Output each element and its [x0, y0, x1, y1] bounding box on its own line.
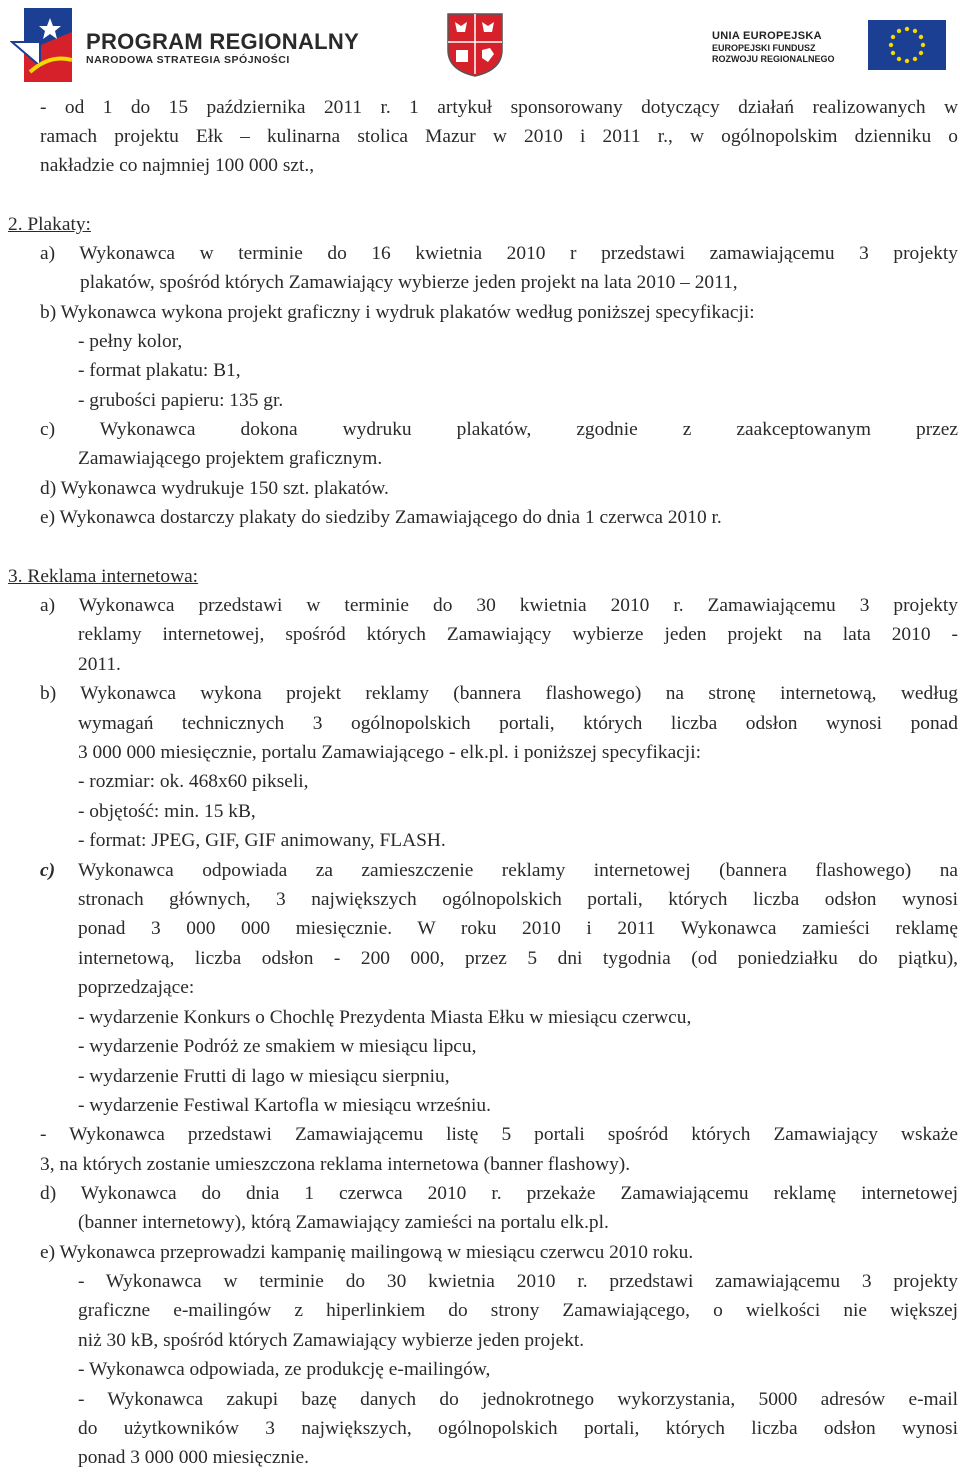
eu-fund-line2: ROZWOJU REGIONALNEGO: [712, 54, 835, 64]
eu-title: UNIA EUROPEJSKA: [712, 30, 822, 42]
s2-b-line-1: b) Wykonawca wykona projekt graficzny i wydruk plakatów według poniższej specyfikacji:: [40, 302, 755, 323]
s2-a-line-1: a) Wykonawca w terminie do 16 kwietnia 2010 r przedstawi zamawiającemu 3 projekty: [40, 243, 958, 264]
s3-c-line-8: - wydarzenie Frutti di lago w miesiącu sierpniu,: [78, 1066, 450, 1087]
s3-e-line-6: - Wykonawca zakupi bazę danych do jednokrotnego wykorzystania, 5000 adresów e-mail: [78, 1389, 958, 1410]
s3-c-line-2: stronach głównych, 3 największych ogólnopolskich portali, których liczba odsłon wynosi: [78, 889, 958, 910]
s3-a-line-2: reklamy internetowej, spośród których Zamawiający wybierze jeden projekt na lata 2010 -: [78, 624, 958, 645]
s2-e-line-1: e) Wykonawca dostarczy plakaty do siedziby Zamawiającego do dnia 1 czerwca 2010 r.: [40, 507, 722, 528]
s3-c-marker: c): [40, 860, 56, 881]
s3-b-line-1: b) Wykonawca wykona projekt reklamy (bannera flashowego) na stronę internetową, według: [40, 683, 958, 704]
intro-line-2: ramach projektu Ełk – kulinarna stolica Mazur w 2010 i 2011 r., w ogólnopolskim dzienniku o: [40, 126, 958, 147]
page-header: [0, 0, 960, 86]
s3-b-line-2: wymagań technicznych 3 ogólnopolskich portali, których liczba odsłon wynosi ponad: [78, 713, 958, 734]
eu-flag-icon: [868, 20, 946, 70]
s3-e-line-7: do użytkowników 3 największych, ogólnopolskich portali, których liczba odsłon wynosi: [78, 1418, 958, 1439]
s3-d-line-1: d) Wykonawca do dnia 1 czerwca 2010 r. przekaże Zamawiającemu reklamę internetowej: [40, 1183, 958, 1204]
s3-c-line-5: poprzedzające:: [78, 977, 195, 998]
s2-d-line-1: d) Wykonawca wydrukuje 150 szt. plakatów.: [40, 478, 389, 499]
s2-a-line-2: plakatów, spośród których Zamawiający wybierze jeden projekt na lata 2010 – 2011,: [80, 272, 738, 293]
s3-c-line-1: Wykonawca odpowiada za zamieszczenie reklamy internetowej (bannera flashowego) na: [78, 860, 958, 881]
s3-b-line-5: - objętość: min. 15 kB,: [78, 801, 256, 822]
section-2-heading: 2. Plakaty:: [8, 214, 91, 235]
s2-c-line-1: c) Wykonawca dokona wydruku plakatów, zgodnie z zaakceptowanym przez: [40, 419, 958, 440]
s3-c-line-6: - wydarzenie Konkurs o Chochlę Prezydenta Miasta Ełku w miesiącu czerwcu,: [78, 1007, 692, 1028]
voivodeship-crest: [446, 12, 504, 78]
s3-c-line-3: ponad 3 000 000 miesięcznie. W roku 2010 i 2011 Wykonawca zamieści reklamę: [78, 918, 958, 939]
s3-c-line-9: - wydarzenie Festiwal Kartofla w miesiącu wrześniu.: [78, 1095, 491, 1116]
s2-b-line-2: - pełny kolor,: [78, 331, 183, 352]
s3-e-line-2: - Wykonawca w terminie do 30 kwietnia 2010 r. przedstawi zamawiającemu 3 projekty: [78, 1271, 958, 1292]
s3-b-line-6: - format: JPEG, GIF, GIF animowany, FLASH.: [78, 830, 446, 851]
s3-d-line-2: (banner internetowy), którą Zamawiający zamieści na portalu elk.pl.: [78, 1212, 609, 1233]
s3-b-line-3: 3 000 000 miesięcznie, portalu Zamawiającego - elk.pl. i poniższej specyfikacji:: [78, 742, 701, 763]
eu-text-block: [712, 30, 835, 65]
s3-e-line-4: niż 30 kB, spośród których Zamawiający wybierze jeden projekt.: [78, 1330, 585, 1351]
eu-fund-line1: EUROPEJSKI FUNDUSZ: [712, 43, 816, 53]
section-3-heading: 3. Reklama internetowa:: [8, 566, 199, 587]
program-regionalny-logo: [10, 2, 80, 86]
s3-note-line-2: 3, na których zostanie umieszczona reklama internetowa (banner flashowy).: [40, 1154, 631, 1175]
s3-note-line-1: - Wykonawca przedstawi Zamawiającemu listę 5 portali spośród których Zamawiający wskaże: [40, 1124, 958, 1145]
intro-line-3: nakładzie co najmniej 100 000 szt.,: [40, 155, 315, 176]
s3-a-line-3: 2011.: [78, 654, 121, 675]
s3-a-line-1: a) Wykonawca przedstawi w terminie do 30 kwietnia 2010 r. Zamawiającemu 3 projekty: [40, 595, 958, 616]
s2-b-line-3: - format plakatu: B1,: [78, 360, 241, 381]
s3-e-line-8: ponad 3 000 000 miesięcznie.: [78, 1447, 310, 1468]
s3-b-line-4: - rozmiar: ok. 468x60 pikseli,: [78, 771, 309, 792]
s2-c-line-2: Zamawiającego projektem graficznym.: [78, 448, 383, 469]
intro-line-1: - od 1 do 15 października 2011 r. 1 artykuł sponsorowany dotyczący działań realizowanych w: [40, 97, 958, 118]
s3-c-line-4: internetową, liczba odsłon - 200 000, przez 5 dni tygodnia (od poniedziałku do piątku),: [78, 948, 958, 969]
s2-b-line-4: - grubości papieru: 135 gr.: [78, 390, 284, 411]
program-subtitle: NARODOWA STRATEGIA SPÓJNOŚCI: [86, 54, 290, 66]
s3-e-line-5: - Wykonawca odpowiada, ze produkcję e-mailingów,: [78, 1359, 491, 1380]
s3-e-line-3: graficzne e-mailingów z hiperlinkiem do strony Zamawiającego, o wielkości nie większej: [78, 1300, 958, 1321]
s3-e-line-1: e) Wykonawca przeprowadzi kampanię mailingową w miesiącu czerwcu 2010 roku.: [40, 1242, 694, 1263]
program-regionalny-text: [86, 30, 359, 66]
s3-c-line-7: - wydarzenie Podróż ze smakiem w miesiącu lipcu,: [78, 1036, 477, 1057]
program-title: PROGRAM REGIONALNY: [86, 29, 360, 54]
